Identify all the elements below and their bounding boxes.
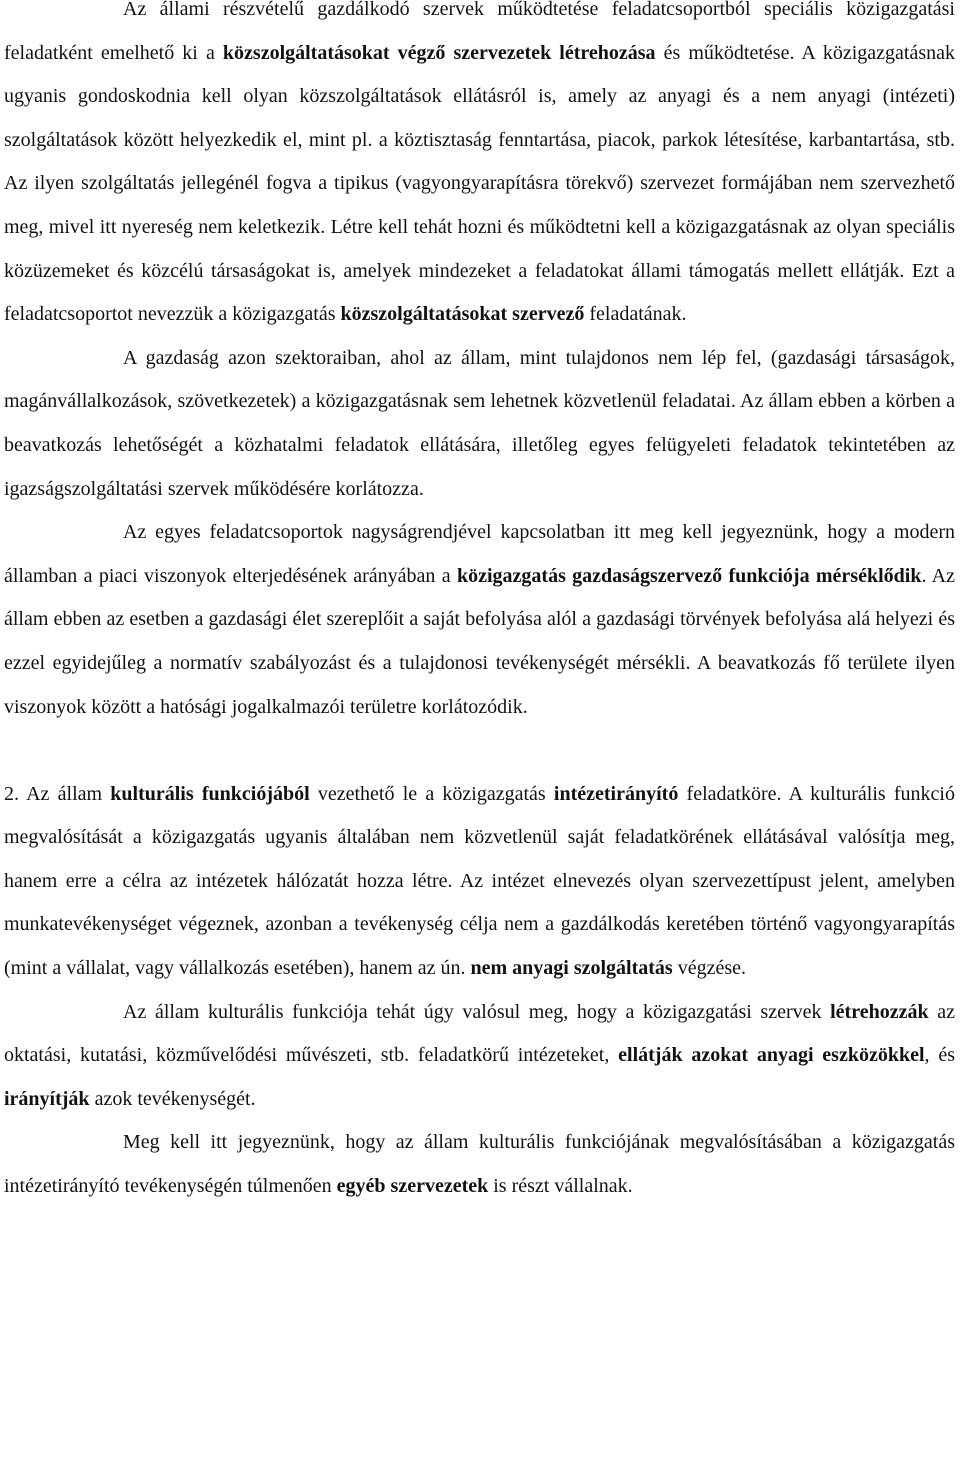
bold-segment: ellátják azokat anyagi eszközökkel [618, 1044, 925, 1067]
text-segment: . Az állam ebben az esetben a gazdasági élet szereplőit a saját befolyása alól a gazdasági törvények befolyása alá helyezi és ezzel egyidejűleg a normatív szabályozást és a tulajdonosi tevékenységét mérsékli. A beavatkozás fő területe ilyen viszonyok között a hatósági jogalkalmazói területre korlátozódik. [4, 564, 955, 718]
bold-segment: kulturális funkciójából [110, 782, 310, 805]
bold-segment: közszolgáltatásokat végző szervezetek létrehozása [222, 41, 656, 64]
paragraph-5 [4, 991, 955, 1122]
text-segment: Meg kell itt jegyeznünk, hogy az állam kulturális funkciójának megvalósításában a közigazgatás intézetirányító tevékenységén túlmenően [4, 1131, 955, 1198]
text-segment: Az állam kulturális funkciója tehát úgy valósul meg, hogy a közigazgatási szervek [123, 1000, 831, 1023]
bold-segment: létrehozzák [830, 1000, 929, 1023]
text-segment: , és [924, 1044, 955, 1067]
text-segment: is részt vállalnak. [488, 1175, 633, 1198]
text-segment: 2. Az állam [4, 782, 111, 805]
bold-segment: irányítják [4, 1087, 90, 1110]
text-segment: feladatának. [584, 303, 687, 326]
text-segment: vezethető le a közigazgatás [309, 782, 554, 805]
text-segment: Az egyes feladatcsoportok nagyságrendjével kapcsolatban itt meg kell jegyeznünk, hogy a modern államban a piaci viszonyok elterjedésének arányában a [4, 521, 955, 587]
text-segment: Az állami részvételű gazdálkodó szervek működtetése feladatcsoportból speciális közigazgatási feladatként emelhető ki a [4, 0, 955, 64]
document-page [4, 0, 955, 1209]
paragraph-3 [4, 511, 955, 729]
text-segment: A gazdaság azon szektoraiban, ahol az állam, mint tulajdonos nem lép fel, (gazdasági társaságok, magánvállalkozások, szövetkezetek) a közigazgatásnak sem lehetnek közvetlenül feladatai. Az állam ebben a körben a beavatkozás lehetőségét a közhatalmi feladatok ellátására, illetőleg egyes felügyeleti feladatok tekintetében az igazságszolgáltatási szervek működésére korlátozza. [4, 346, 955, 500]
bold-segment: közigazgatás gazdaságszervező funkciója mérséklődik [456, 564, 922, 587]
bold-segment: egyéb szervezetek [336, 1175, 489, 1198]
paragraph-1 [4, 0, 955, 337]
text-segment: az oktatási, kutatási, közművelődési művészeti, stb. feladatkörű intézeteket, [4, 1000, 955, 1067]
text-segment: és működtetése. A közigazgatásnak ugyanis gondoskodnia kell olyan közszolgáltatások ellátásról is, amely az anyagi és a nem anyagi (intézeti) szolgáltatások között helyezkedik el, mint pl. a köztisztaság fenntartása, piacok, parkok létesítése, karbantartása, stb. Az ilyen szolgáltatás jellegénél fogva a tipikus (vagyongyarapításra törekvő) szervezet formájában nem szervezhető meg, mivel itt nyereség nem keletkezik. Létre kell tehát hozni és működtetni kell a közigazgatásnak az olyan speciális közüzemeket és közcélú társaságokat is, amelyek mindezeket a feladatokat állami támogatás mellett ellátják. Ezt a feladatcsoportot nevezzük a közigazgatás [4, 41, 956, 326]
bold-segment: közszolgáltatásokat szervező [340, 303, 585, 326]
paragraph-6 [4, 1121, 955, 1208]
bold-segment: nem anyagi szolgáltatás [470, 957, 673, 980]
paragraph-4 [4, 773, 955, 991]
text-segment: azok tevékenységét. [89, 1087, 256, 1110]
text-segment: feladatköre. A kulturális funkció megvalósítását a közigazgatás ugyanis általában nem közvetlenül saját feladatkörének ellátásával valósítja meg, hanem erre a célra az intézetek hálózatát hozza létre. Az intézet elnevezés olyan szervezettípust jelent, amelyben munkatevékenységet végeznek, azonban a tevékenység célja nem a gazdálkodás keretében történő vagyongyarapítás (mint a vállalat, vagy vállalkozás esetében), hanem az ún. [4, 782, 955, 980]
text-segment: végzése. [672, 957, 746, 980]
paragraph-2 [4, 337, 955, 511]
bold-segment: intézetirányító [553, 782, 679, 805]
